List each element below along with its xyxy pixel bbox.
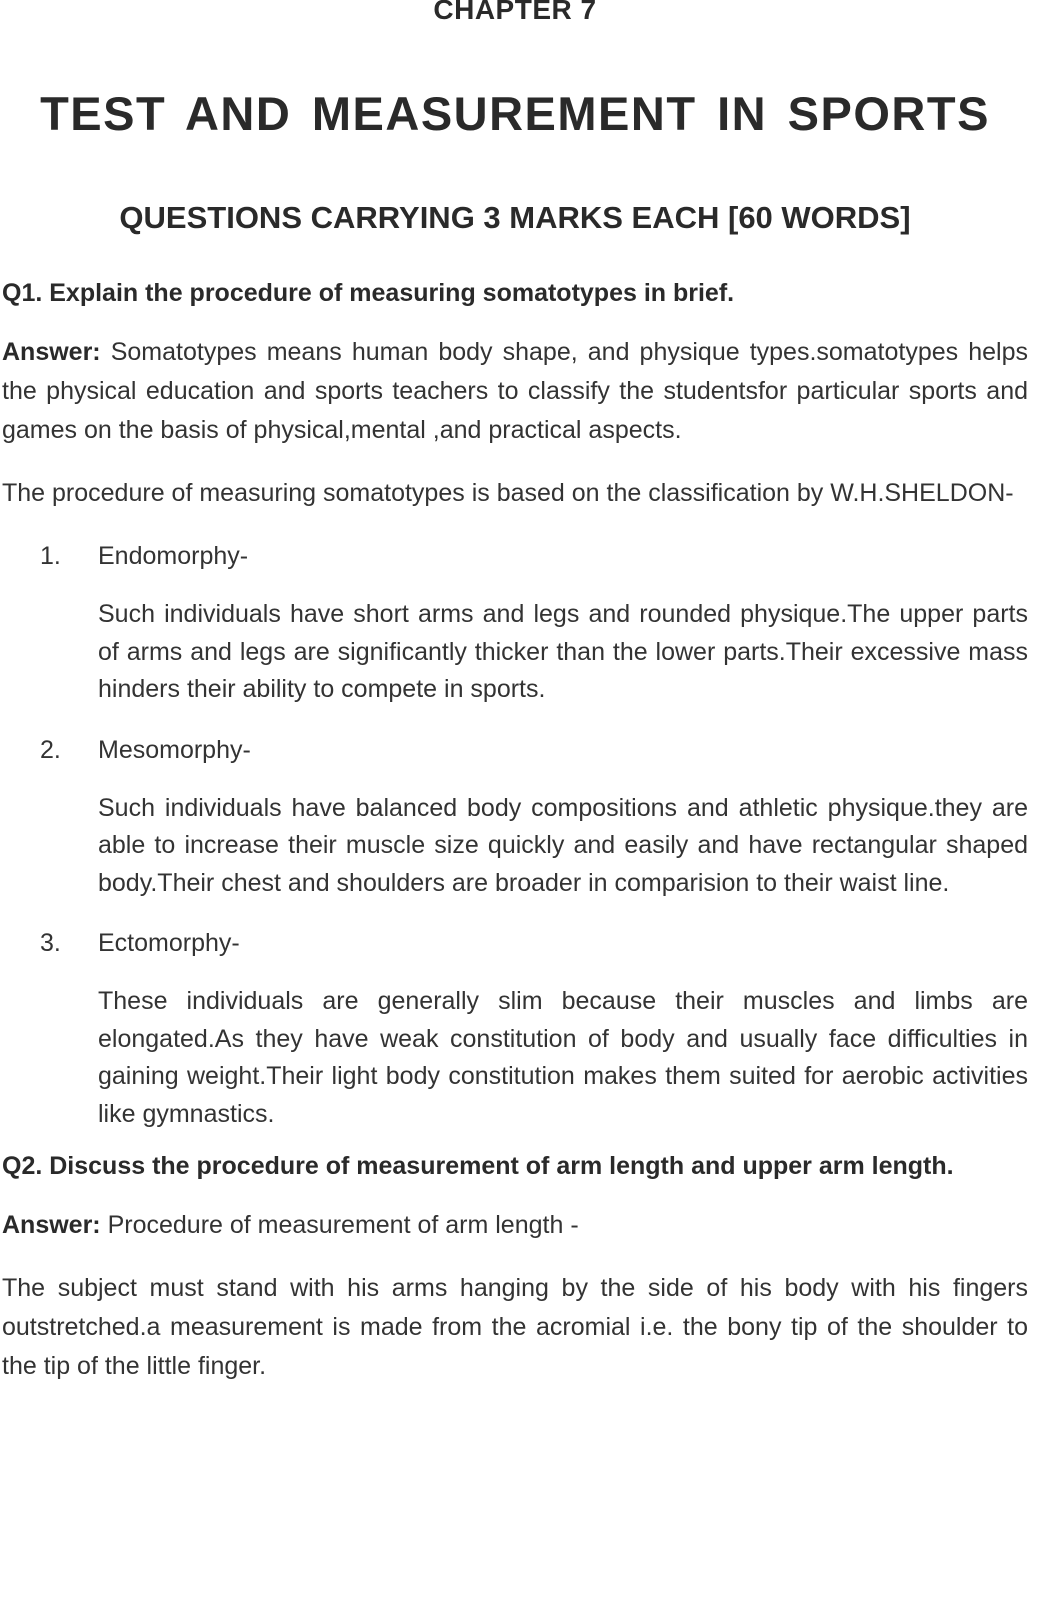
list-item-description: Such individuals have short arms and legs and rounded physique.The upper parts of arms and legs are significantly thicker than the lower parts.Their excessive mass hinders their ability to compete in sports. [98,600,1028,703]
list-item-endomorphy [2,537,1028,709]
answer-1-text: Somatotypes means human body shape, and physique types.somatotypes helps the physical education and sports teachers to classify the studentsfor particular sports and games on the basis of physical,mental ,and practical aspects. [2,338,1028,444]
list-item-title: Ectomorphy- [98,929,240,957]
list-item-description: These individuals are generally slim because their muscles and limbs are elongated.As they have weak constitution of body and usually face difficulties in gaining weight.Their light body constitution makes them suited for aerobic activities like gymnastics. [98,987,1028,1128]
question-1: Q1. Explain the procedure of measuring somatotypes in brief. [2,279,735,307]
answer-2-intro [2,1206,1028,1245]
list-item-number: 3. [40,929,61,957]
procedure-paragraph: The procedure of measuring somatotypes is based on the classification by W.H.SHELDON- [2,479,1014,507]
chapter-title: TEST AND MEASUREMENT IN SPORTS [40,87,990,140]
question-2: Q2. Discuss the procedure of measurement of arm length and upper arm length. [2,1152,954,1180]
list-item-number: 1. [40,542,61,570]
answer-1-intro [2,333,1028,450]
chapter-label: CHAPTER 7 [433,0,597,25]
list-item-description: Such individuals have balanced body compositions and athletic physique.they are able to increase their muscle size quickly and easily and have rectangular shaped body.Their chest and shoulders are broader in comparision to their waist line. [98,793,1028,897]
list-item-number: 2. [40,735,61,764]
list-item-mesomorphy [2,731,1028,903]
list-item-title: Mesomorphy- [98,735,251,764]
answer-2-text: Procedure of measurement of arm length - [100,1211,579,1239]
content-body [2,274,1028,1410]
list-item-title: Endomorphy- [98,542,249,570]
list-item-ectomorphy [2,924,1028,1133]
answer-label: Answer: [2,338,101,366]
section-heading: QUESTIONS CARRYING 3 MARKS EACH [60 WORDS] [119,200,911,235]
answer-2-body: The subject must stand with his arms hanging by the side of his body with his fingers outstretched.a measurement is made from the acromial i.e. the bony tip of the shoulder to the tip of the little finger. [2,1274,1028,1380]
answer-label: Answer: [2,1211,101,1239]
